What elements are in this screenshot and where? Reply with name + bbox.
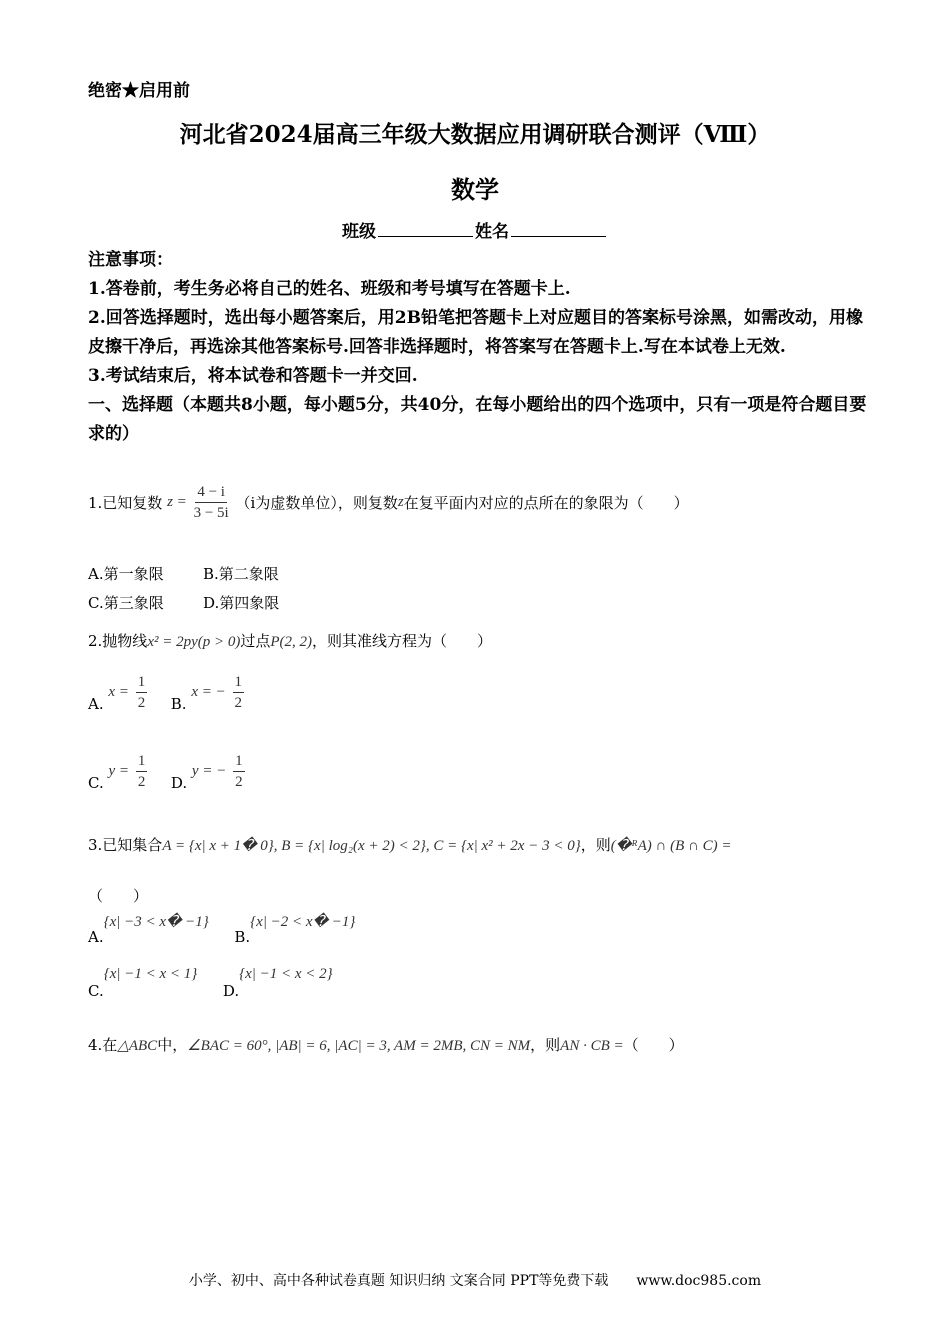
notes-block [88,246,868,449]
q4-prefix: 4.在 [88,1036,118,1054]
note-item: 1.答卷前，考生务必将自己的姓名、班级和考号填写在答题卡上. [88,279,571,299]
q2-d-label: D. [170,774,188,792]
question-2 [88,630,492,651]
q1-numerator: 4 − i [195,482,227,503]
q2-d-den: 2 [235,774,243,790]
q3-options-ab [88,912,355,946]
q2-b-num: 1 [233,672,245,693]
q4-expr: AN · CB = [560,1038,624,1054]
q1-option-b: B.第二象限 [203,565,279,583]
class-label: 班级 [342,222,376,242]
notes-heading: 注意事项： [88,250,173,270]
name-blank [511,220,606,237]
q2-c-den: 2 [137,774,146,790]
q3-prefix: 3.已知集合 [88,836,163,854]
question-3 [88,834,731,855]
q2-b-lhs: x = − [191,684,226,700]
q2-a-lhs: x = [108,684,129,700]
subject-title: 数学 [451,175,499,204]
q3-option-b: {x| −2 < x� −1} [250,914,356,930]
q3-expr: (�ᴿA) ∩ (B ∩ C) = [610,838,732,854]
q4-mid: 中， [157,1036,188,1054]
q2-b-label: B. [170,695,187,713]
q2-c-num: 1 [136,751,148,772]
note-item: 2.回答选择题时，选出每小题答案后，用2B铅笔把答题卡上对应题目的答案标号涂黑，如需改动，用橡皮擦干净后，再选涂其他答案标号.回答非选择题时，将答案写在答题卡上.写在本试卷上无效. [88,308,863,357]
q2-a-label: A. [88,695,104,713]
q2-b-fraction [233,672,245,713]
footer-ad: 小学、初中、高中各种试卷真题 知识归纳 文案合同 PPT等免费下载 www.doc985.com [188,1273,762,1289]
q1-text2: 在复平面内对应的点所在的象限为（ ） [403,494,689,512]
q2-options-ab [88,672,246,713]
question-4 [88,1034,684,1055]
q2-prefix: 2.抛物线 [88,632,148,650]
q1-option-d: D.第四象限 [203,594,280,612]
q1-option-a: A.第一象限 [88,565,164,583]
q2-d-fraction [233,751,245,792]
class-name-line [342,217,608,242]
q2-d-lhs: y = − [191,763,227,779]
confidential-mark: 绝密★启用前 [88,81,190,101]
q1-z: z [397,494,404,510]
note-item: 3.考试结束后，将本试卷和答题卡一并交回. [88,366,418,386]
q3-option-a: {x| −3 < x� −1} [103,914,209,930]
q1-prefix: 1.已知复数 [88,494,163,512]
question-1 [88,482,689,523]
class-blank [378,220,473,237]
q4-triangle: △ABC [117,1038,158,1054]
q2-d-num: 1 [233,751,245,772]
q2-a-fraction [136,672,148,713]
q1-text: （i为虚数单位），则复数 [235,494,398,512]
q3-sets: A = {x| x + 1� 0}, B = {x| log₂(x + 2) < 2}, C = {x| x² + 2x − 3 < 0} [162,838,581,854]
q3-options-cd [88,966,333,1000]
q2-mid: 过点 [240,632,271,650]
q2-b-den: 2 [234,695,243,711]
q3-c-label: C. [88,982,104,1000]
q2-a-num: 1 [136,672,148,693]
exam-title: 河北省2024届高三年级大数据应用调研联合测评（Ⅷ） [179,121,771,148]
q2-equation: x² = 2py(p > 0) [147,634,241,650]
q4-conditions: ∠BAC = 60°, |AB| = 6, |AC| = 3, AM = 2MB, CN = NM [187,1038,531,1054]
q1-option-c: C.第三象限 [88,594,164,612]
q3-d-label: D. [222,982,240,1000]
q4-paren: （ ） [623,1036,684,1054]
q3-paren: （ ） [88,887,149,905]
q2-c-fraction [136,751,148,792]
q3-option-d: {x| −1 < x < 2} [239,966,333,982]
q2-c-lhs: y = [108,763,130,779]
name-label: 姓名 [475,222,509,242]
q2-c-label: C. [88,774,104,792]
q1-z-eq: z = [167,494,187,510]
q1-fraction [194,482,229,523]
q2-a-den: 2 [137,695,146,711]
q3-option-c: {x| −1 < x < 1} [103,966,198,982]
q2-suffix: ，则其准线方程为（ ） [312,632,493,650]
q4-mid2: ，则 [530,1036,561,1054]
q2-point: P(2, 2) [270,634,313,650]
q3-a-label: A. [88,928,104,946]
q3-b-label: B. [234,928,251,946]
q3-mid: ，则 [580,836,611,854]
q2-options-cd [88,751,247,792]
section-heading: 一、选择题（本题共8小题，每小题5分，共40分，在每小题给出的四个选项中，只有一项是符合题目要求的） [88,395,867,444]
q1-denominator: 3 − 5i [193,505,229,521]
